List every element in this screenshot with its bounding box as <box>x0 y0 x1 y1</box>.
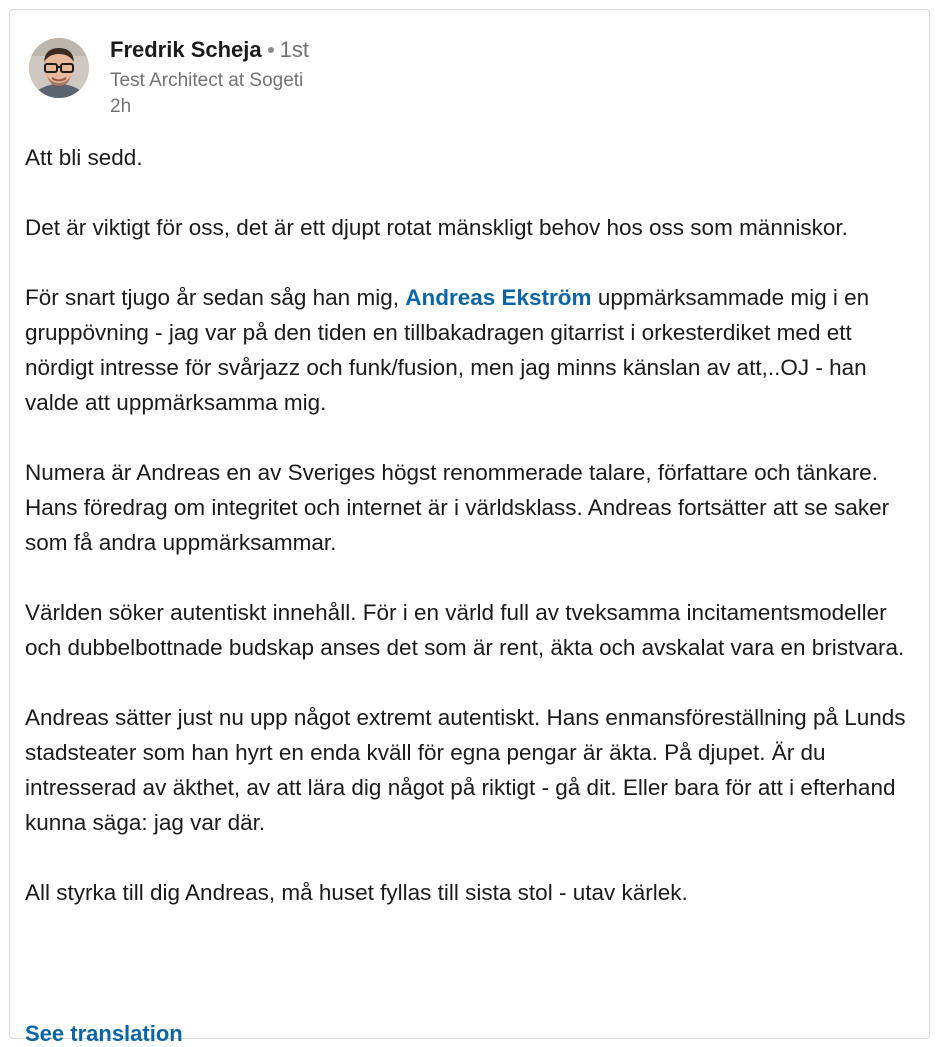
author-avatar[interactable] <box>29 38 89 98</box>
post-paragraph-with-mention <box>25 280 925 420</box>
post-paragraph: Världen söker autentiskt innehåll. För i en värld full av tveksamma incitamentsmodeller och dubbelbottnade budskap anses det som är rent, äkta och avskalat vara en bristvara. <box>25 600 905 660</box>
post-paragraph: Att bli sedd. <box>25 145 143 170</box>
author-name[interactable]: Fredrik Scheja <box>110 37 262 62</box>
mention-link[interactable]: Andreas Ekström <box>405 285 592 310</box>
connection-degree-label: 1st <box>279 37 309 62</box>
avatar-photo-icon <box>29 38 89 98</box>
post-paragraph: Numera är Andreas en av Sveriges högst renommerade talare, författare och tänkare. Hans föredrag om integritet och internet är i världsklass. Andreas fortsätter att se saker som få andra uppmärksammar. <box>25 460 890 555</box>
author-name-line <box>110 37 309 63</box>
connection-degree <box>262 37 309 62</box>
post-text <box>25 140 925 945</box>
author-headline: Test Architect at Sogeti <box>110 70 304 91</box>
post-paragraph: Andreas sätter just nu upp något extremt autentiskt. Hans enmansföreställning på Lunds stadsteater som han hyrt en enda kväll för egna pengar är äkta. På djupet. Är du intresserad av äkthet, av att lära dig något på riktigt - gå dit. Eller bara för att i efterhand kunna säga: jag var där. <box>25 705 906 835</box>
see-translation-link[interactable]: See translation <box>25 1021 183 1046</box>
post-paragraph: All styrka till dig Andreas, må huset fyllas till sista stol - utav kärlek. <box>25 880 688 905</box>
separator-dot-icon <box>268 47 274 53</box>
post-timestamp: 2h <box>110 96 132 117</box>
post-text-segment: uppmärksammade mig i en gruppövning - jag var på den tiden en tillbakadragen gitarrist i orkesterdiket med ett nördigt intresse för svårjazz och funk/fusion, men jag minns känslan av att,..OJ - han valde att uppmärksamma mig. <box>25 285 870 415</box>
post-text-segment: För snart tjugo år sedan såg han mig, <box>25 285 399 310</box>
post-paragraph: Det är viktigt för oss, det är ett djupt rotat mänskligt behov hos oss som människor. <box>25 215 848 240</box>
feed-post-card <box>9 9 930 1046</box>
